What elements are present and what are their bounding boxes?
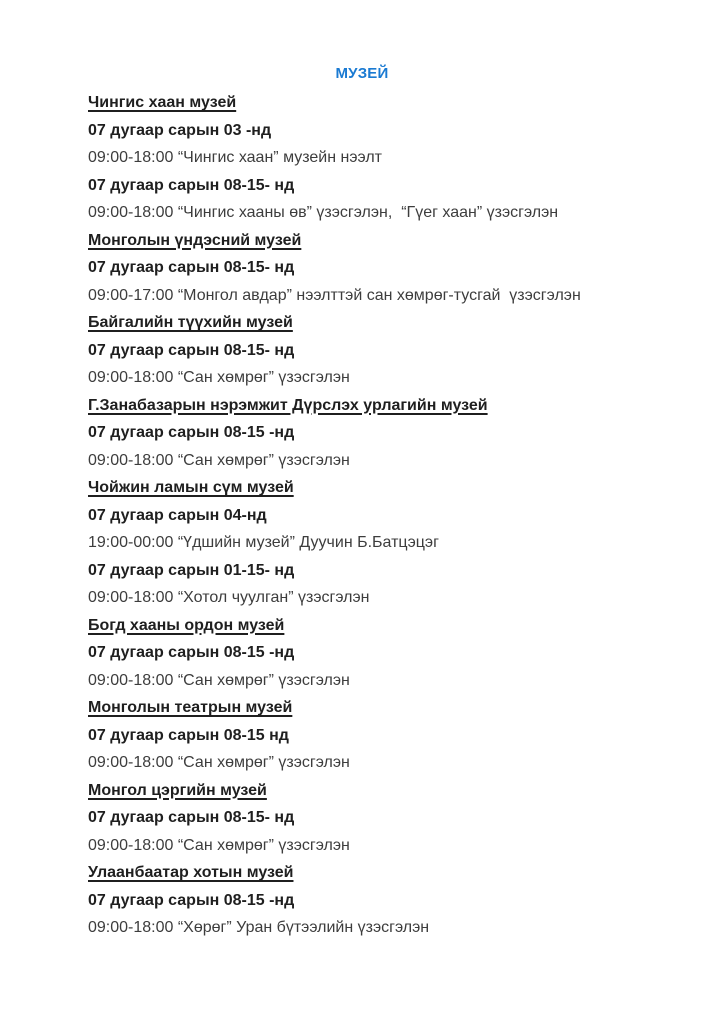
museum-section — [88, 699, 664, 772]
schedule-event: 09:00-18:00 “Сан хөмрөг” үзэсгэлэн — [88, 451, 350, 469]
schedule-date: 07 дугаар сарын 08-15 -нд — [88, 424, 295, 441]
schedule-date: 07 дугаар сарын 08-15 нд — [88, 726, 289, 744]
schedule-date: 07 дугаар сарын 03 -нд — [88, 121, 272, 139]
schedule-event: 19:00-00:00 “Үдшийн музей” Дуучин Б.Батцэцэг — [88, 534, 439, 551]
schedule-event: 09:00-17:00 “Монгол авдар” нээлттэй сан хөмрөг-тусгай үзэсгэлэн — [88, 286, 581, 304]
schedule-event: 09:00-18:00 “Сан хөмрөг” үзэсгэлэн — [88, 836, 350, 854]
schedule-event: 09:00-18:00 “Сан хөмрөг” үзэсгэлэн — [88, 369, 350, 386]
museum-section — [88, 314, 664, 387]
museum-name: Чойжин ламын сүм музей — [88, 479, 294, 496]
museum-name: Монголын үндэсний музей — [88, 231, 302, 249]
schedule-date: 07 дугаар сарын 08-15- нд — [88, 341, 295, 359]
museum-name: Богд хааны ордон музей — [88, 616, 285, 634]
schedule-date: 07 дугаар сарын 08-15- нд — [88, 809, 295, 826]
schedule-event: 09:00-18:00 “Хотол чуулган” үзэсгэлэн — [88, 589, 370, 606]
museum-section — [88, 479, 664, 607]
museum-section — [88, 397, 664, 470]
schedule-date: 07 дугаар сарын 08-15 -нд — [88, 644, 295, 661]
museum-name: Байгалийн түүхийн музей — [88, 314, 293, 331]
schedule-date: 07 дугаар сарын 01-15- нд — [88, 561, 295, 579]
schedule-date: 07 дугаар сарын 08-15 -нд — [88, 891, 295, 909]
museum-section — [88, 94, 664, 222]
schedule-date: 07 дугаар сарын 08-15- нд — [88, 176, 295, 194]
museum-name: Г.Занабазарын нэрэмжит Дүрслэх урлагийн музей — [88, 396, 488, 414]
schedule-event: 09:00-18:00 “Чингис хааны өв” үзэсгэлэн, “Гүег хаан” үзэсгэлэн — [88, 204, 559, 221]
museum-name: Монголын театрын музей — [88, 699, 293, 716]
schedule-date: 07 дугаар сарын 08-15- нд — [88, 259, 295, 276]
schedule-date: 07 дугаар сарын 04-нд — [88, 506, 267, 524]
museum-section — [88, 617, 664, 690]
schedule-event: 09:00-18:00 “Сан хөмрөг” үзэсгэлэн — [88, 671, 350, 689]
schedule-event: 09:00-18:00 “Чингис хаан” музейн нээлт — [88, 149, 382, 166]
museum-name: Чингис хаан музей — [88, 94, 237, 111]
page-title: МУЗЕЙ — [335, 65, 389, 82]
museum-section — [88, 782, 664, 855]
museum-section — [88, 232, 664, 305]
museum-name: Монгол цэргийн музей — [88, 781, 267, 799]
schedule-event: 09:00-18:00 “Хөрөг” Уран бүтээлийн үзэсгэлэн — [88, 919, 430, 936]
museum-name: Улаанбаатар хотын музей — [88, 864, 294, 881]
museum-section — [88, 864, 664, 937]
schedule-event: 09:00-18:00 “Сан хөмрөг” үзэсгэлэн — [88, 754, 350, 771]
museum-schedule-list — [88, 94, 664, 937]
